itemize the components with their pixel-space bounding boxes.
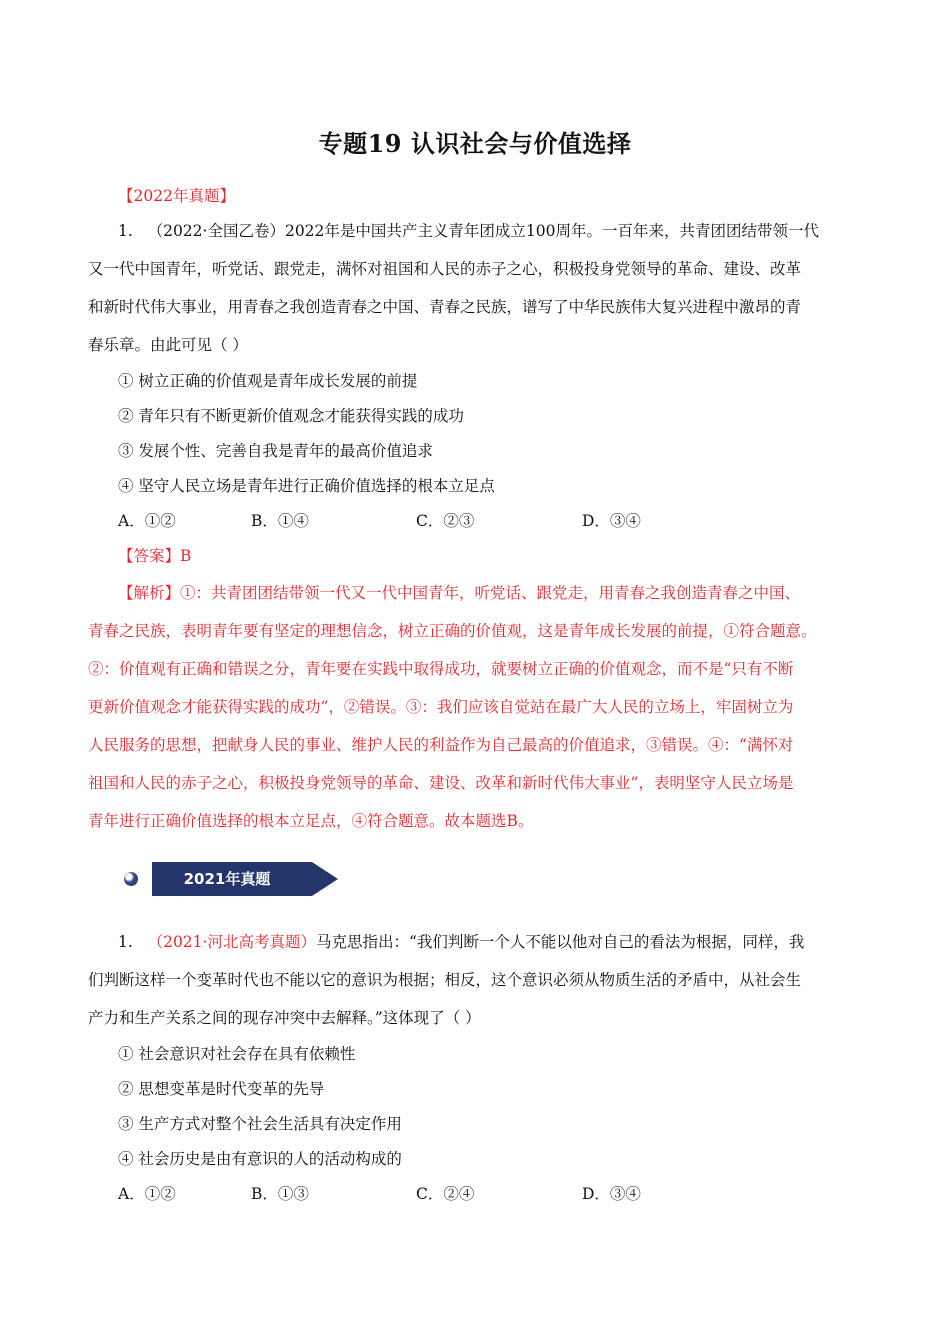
page-title: 专题19 认识社会与价值选择 [318, 129, 632, 158]
option-d: D．③④ [582, 1185, 641, 1203]
question-stem-line-1: 1. （2021·河北高考真题）马克思指出：“我们判断一个人不能以他对自己的看法为根据，同样，我 [118, 933, 805, 951]
question-stem-line-2: 们判断这样一个变革时代也不能以它的意识为根据；相反，这个意识必须从物质生活的矛盾中，从社会生 [88, 971, 802, 989]
analysis-line-3: ②：价值观有正确和错误之分，青年要在实践中取得成功，就要树立正确的价值观念，而不是“只有不断 [88, 660, 794, 678]
option-c: C．②④ [416, 1185, 475, 1203]
question-stem-line-4: 春乐章。由此可见（ ） [88, 336, 248, 354]
statement-3: ③ 生产方式对整个社会生活具有决定作用 [118, 1115, 402, 1133]
statement-1: ① 社会意识对社会存在具有依赖性 [118, 1045, 356, 1063]
option-a: A．①② [118, 512, 176, 530]
badge-label: 2021年真题 [183, 870, 271, 888]
question-number: 1. [118, 933, 133, 951]
statement-3: ③ 发展个性、完善自我是青年的最高价值追求 [118, 442, 433, 460]
question-number: 1. [118, 222, 133, 240]
question-source: （2021·河北高考真题） [147, 933, 316, 951]
question-stem-line-3: 产力和生产关系之间的现存冲突中去解释。”这体现了（ ） [88, 1009, 481, 1027]
option-b: B．①④ [251, 512, 309, 530]
analysis-line-2: 青春之民族，表明青年要有坚定的理想信念，树立正确的价值观，这是青年成长发展的前提，①符合题意。 [88, 622, 817, 640]
question-source: （2022·全国乙卷） [147, 222, 285, 240]
question-stem-line-3: 和新时代伟大事业，用青春之我创造青春之中国、青春之民族，谱写了中华民族伟大复兴进程中激昂的青 [88, 298, 802, 316]
analysis-line-7: 青年进行正确价值选择的根本立足点，④符合题意。故本题选B。 [88, 812, 534, 830]
statement-4: ④ 坚守人民立场是青年进行正确价值选择的根本立足点 [118, 477, 495, 495]
option-b: B．①③ [251, 1185, 309, 1203]
question-stem-line-1: 1. （2022·全国乙卷）2022年是中国共产主义青年团成立100周年。一百年来，共青团团结带领一代 [118, 222, 819, 240]
bullet-dot-icon [124, 872, 138, 886]
option-c: C．②③ [416, 512, 475, 530]
statement-1: ① 树立正确的价值观是青年成长发展的前提 [118, 372, 418, 390]
analysis-line-4: 更新价值观念才能获得实践的成功”，②错误。③：我们应该自觉站在最广大人民的立场上，牢固树立为 [88, 698, 794, 716]
answer-label: 【答案】 [118, 547, 181, 565]
option-d: D．③④ [582, 512, 641, 530]
statement-2: ② 思想变革是时代变革的先导 [118, 1080, 325, 1098]
statement-2: ② 青年只有不断更新价值观念才能获得实践的成功 [118, 407, 464, 425]
statement-4: ④ 社会历史是由有意识的人的活动构成的 [118, 1150, 402, 1168]
answer-value: B [180, 547, 192, 565]
analysis-line-1: 【解析】①：共青团团结带领一代又一代中国青年，听党话、跟党走，用青春之我创造青春之中国、 [118, 584, 801, 602]
section-2022-header: 【2022年真题】 [118, 187, 235, 205]
analysis-label: 【解析】 [118, 584, 181, 602]
question-stem-line-2: 又一代中国青年，听党话、跟党走，满怀对祖国和人民的赤子之心，积极投身党领导的革命、建设、改革 [88, 260, 802, 278]
analysis-line-5: 人民服务的思想，把献身人民的事业、维护人民的利益作为自己最高的价值追求，③错误。④：“满怀对 [88, 736, 794, 754]
option-a: A．①② [118, 1185, 176, 1203]
answer [118, 544, 191, 566]
analysis-line-6: 祖国和人民的赤子之心，积极投身党领导的革命、建设、改革和新时代伟大事业”，表明坚守人民立场是 [88, 774, 794, 792]
